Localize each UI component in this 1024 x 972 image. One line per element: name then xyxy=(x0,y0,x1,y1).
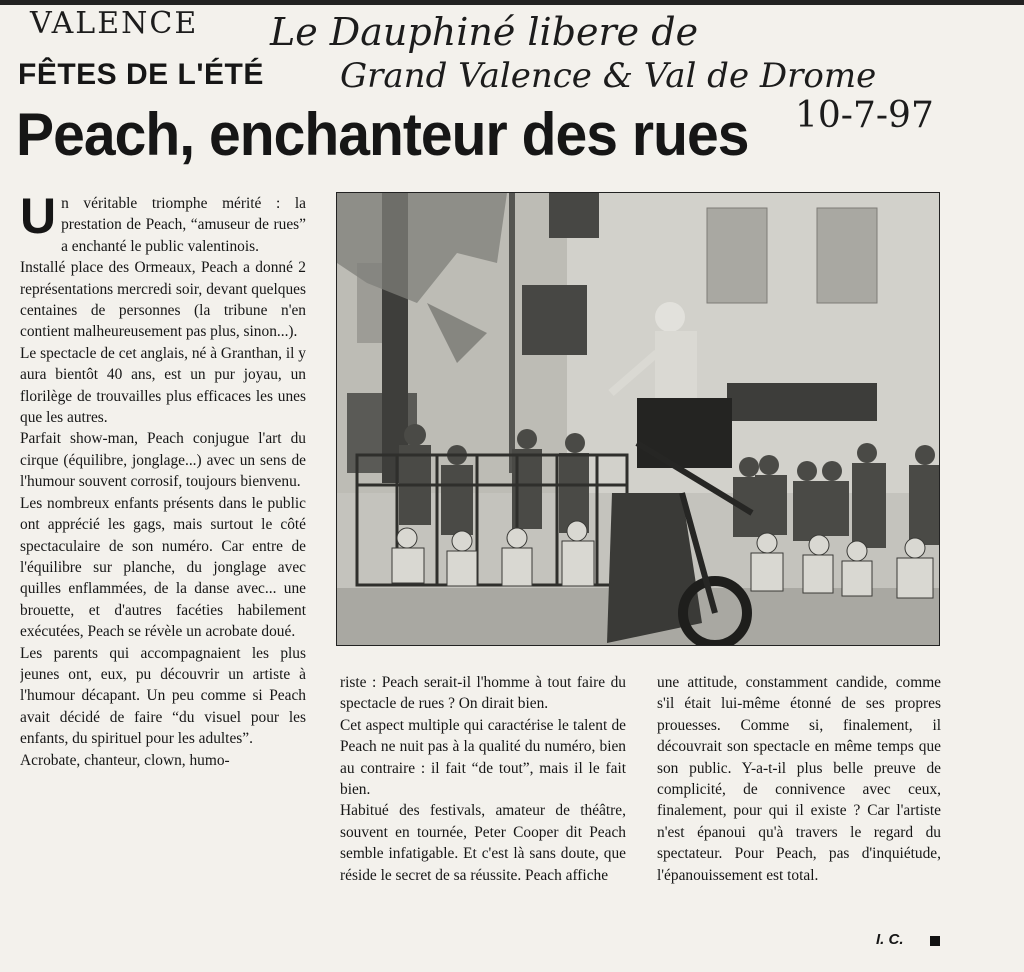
paragraph: Cet aspect multiple qui caractérise le talent de Peach ne nuit pas à la qualité du numéro, bien au contraire : il fait “de tout”, mais il le fait bien. xyxy=(340,716,626,799)
article-photo xyxy=(336,192,940,646)
article-column-2 xyxy=(340,672,626,964)
section-kicker: FÊTES DE L'ÉTÉ xyxy=(18,58,264,91)
paragraph: Habitué des festivals, amateur de théâtre, souvent en tournée, Peter Cooper dit Peach semble infatigable. Et c'est là sans doute, que réside le secret de sa réussite. Peach affiche xyxy=(340,802,626,884)
paragraph: Parfait show-man, Peach conjugue l'art du cirque (équilibre, jonglage...) avec un sens de l'humour souvent corrosif, toujours bienvenu. xyxy=(20,430,306,491)
handwritten-source-line2: Grand Valence & Val de Drome xyxy=(340,56,877,96)
handwritten-date: 10-7-97 xyxy=(795,95,934,136)
paragraph: une attitude, constamment candide, comme s'il était lui-même étonné de ses propres prouesses. Comme si, finalement, il découvrait son spectacle en même temps que son public. Y-a-t-il plus belle preuve de complicité, de connivence avec ceux, finalement, pour qui il existe ? Car l'artiste n'est épanoui qu'à travers le regard du spectateur. Pour Peach, pas d'inquiétude, l'épanouissement est total. xyxy=(657,674,941,884)
paragraph: riste : Peach serait-il l'homme à tout faire du spectacle de rues ? On dirait bien. xyxy=(340,674,626,713)
end-mark xyxy=(930,936,940,946)
handwritten-city: VALENCE xyxy=(30,6,199,41)
paragraph: Le spectacle de cet anglais, né à Granthan, il y aura bientôt 40 ans, est un pur joyau, un florilège de trouvailles plus efficaces les unes que les autres. xyxy=(20,344,306,427)
paragraph: Les parents qui accompagnaient les plus jeunes ont, eux, pu découvrir un artiste à l'humour décapant. Un peu comme si Peach avait décidé de faire “du visuel pour les enfants, du spirituel pour les adultes”. xyxy=(20,644,306,748)
author-signature: I. C. xyxy=(876,931,904,948)
handwritten-source-line1: Le Dauphiné libere de xyxy=(270,10,699,54)
drop-cap: U xyxy=(20,193,57,244)
paragraph: Les nombreux enfants présents dans le public ont apprécié les gags, mais surtout le côté spectaculaire de son numéro. Car entre de l'équilibre sur planche, du jonglage avec quilles enflammées, de la danse avec... une brouette, et d'autres facéties habilement exécutées, Peach se révèle un acrobate doué. xyxy=(20,494,306,641)
paragraph: Installé place des Ormeaux, Peach a donné 2 représentations mercredi soir, devant quelques centaines de personnes (la tribune n'en contient malheureusement pas plus, sinon...). xyxy=(20,259,306,341)
article-column-1 xyxy=(20,193,306,965)
top-rule xyxy=(0,0,1024,5)
article-column-3 xyxy=(657,672,941,934)
paragraph: Un véritable triomphe mérité : la prestation de Peach, “amuseur de rues” a enchanté le public valentinois. xyxy=(20,193,306,255)
article-headline: Peach, enchanteur des rues xyxy=(16,101,749,168)
street-performer-photo xyxy=(337,193,939,645)
paragraph: Acrobate, chanteur, clown, humo- xyxy=(20,751,230,769)
